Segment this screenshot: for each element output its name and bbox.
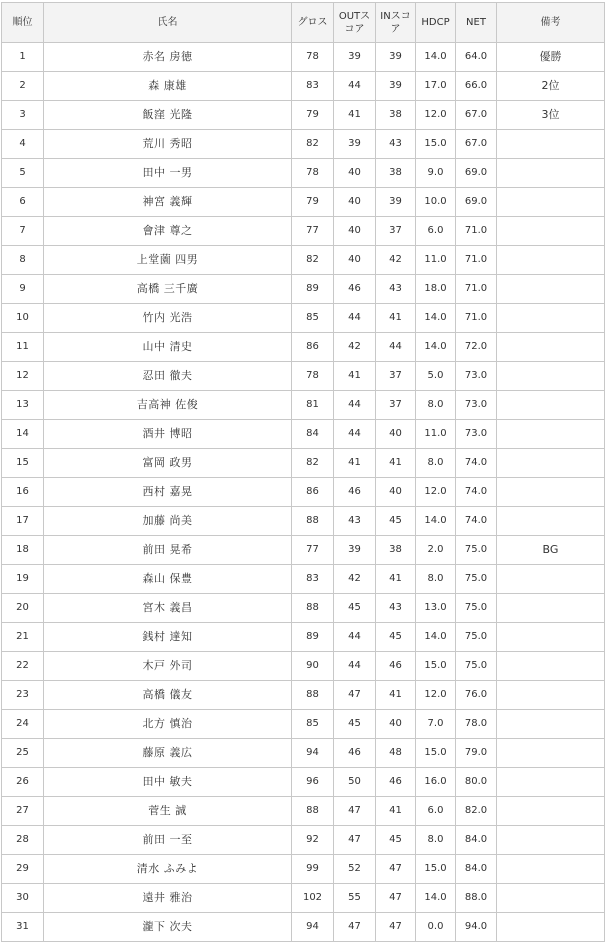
cell-rank: 11 [2, 333, 44, 362]
cell-name: 忍田 徹夫 [44, 362, 292, 391]
cell-out-score: 40 [334, 159, 376, 188]
cell-net: 67.0 [456, 101, 497, 130]
cell-rank: 14 [2, 420, 44, 449]
cell-hdcp: 6.0 [416, 797, 456, 826]
cell-out-score: 46 [334, 739, 376, 768]
cell-gross: 85 [292, 710, 334, 739]
cell-gross: 86 [292, 478, 334, 507]
cell-name: 神宮 義輝 [44, 188, 292, 217]
table-row [2, 826, 605, 855]
cell-hdcp: 14.0 [416, 43, 456, 72]
table-row [2, 478, 605, 507]
table-row [2, 652, 605, 681]
cell-out-score: 44 [334, 652, 376, 681]
cell-note [497, 768, 605, 797]
cell-name: 森 康雄 [44, 72, 292, 101]
cell-rank: 26 [2, 768, 44, 797]
cell-gross: 86 [292, 333, 334, 362]
cell-out-score: 39 [334, 43, 376, 72]
cell-net: 88.0 [456, 884, 497, 913]
cell-gross: 78 [292, 159, 334, 188]
cell-out-score: 39 [334, 536, 376, 565]
cell-gross: 78 [292, 43, 334, 72]
cell-out-score: 44 [334, 391, 376, 420]
cell-name: 遠井 雅治 [44, 884, 292, 913]
table-row [2, 101, 605, 130]
cell-hdcp: 16.0 [416, 768, 456, 797]
table-row [2, 565, 605, 594]
cell-hdcp: 8.0 [416, 449, 456, 478]
cell-gross: 82 [292, 246, 334, 275]
cell-hdcp: 15.0 [416, 652, 456, 681]
cell-hdcp: 14.0 [416, 507, 456, 536]
cell-net: 80.0 [456, 768, 497, 797]
cell-net: 71.0 [456, 275, 497, 304]
cell-out-score: 41 [334, 362, 376, 391]
cell-name: 森山 保豊 [44, 565, 292, 594]
cell-hdcp: 5.0 [416, 362, 456, 391]
cell-rank: 16 [2, 478, 44, 507]
cell-rank: 2 [2, 72, 44, 101]
cell-net: 75.0 [456, 623, 497, 652]
table-row [2, 768, 605, 797]
cell-name: 飯窪 光隆 [44, 101, 292, 130]
header-gross: グロス [292, 3, 334, 43]
table-row [2, 362, 605, 391]
cell-in-score: 44 [376, 333, 416, 362]
cell-rank: 10 [2, 304, 44, 333]
header-out-score: OUTスコア [334, 3, 376, 43]
cell-name: 高橋 儀友 [44, 681, 292, 710]
cell-name: 藤原 義広 [44, 739, 292, 768]
cell-out-score: 52 [334, 855, 376, 884]
cell-net: 75.0 [456, 594, 497, 623]
cell-name: 高橋 三千廣 [44, 275, 292, 304]
cell-note [497, 362, 605, 391]
cell-note [497, 159, 605, 188]
cell-out-score: 46 [334, 275, 376, 304]
cell-gross: 94 [292, 739, 334, 768]
table-row [2, 246, 605, 275]
cell-rank: 20 [2, 594, 44, 623]
cell-name: 前田 晃希 [44, 536, 292, 565]
cell-in-score: 47 [376, 855, 416, 884]
cell-out-score: 40 [334, 217, 376, 246]
cell-out-score: 43 [334, 507, 376, 536]
cell-out-score: 39 [334, 130, 376, 159]
table-row [2, 681, 605, 710]
cell-name: 上堂薗 四男 [44, 246, 292, 275]
cell-net: 75.0 [456, 652, 497, 681]
cell-name: 宮木 義昌 [44, 594, 292, 623]
cell-rank: 21 [2, 623, 44, 652]
cell-name: 田中 一男 [44, 159, 292, 188]
cell-gross: 92 [292, 826, 334, 855]
table-row [2, 739, 605, 768]
cell-note: 2位 [497, 72, 605, 101]
table-row [2, 913, 605, 942]
cell-name: 富岡 政男 [44, 449, 292, 478]
cell-rank: 31 [2, 913, 44, 942]
cell-rank: 30 [2, 884, 44, 913]
cell-net: 73.0 [456, 420, 497, 449]
cell-net: 84.0 [456, 826, 497, 855]
cell-in-score: 38 [376, 101, 416, 130]
cell-gross: 94 [292, 913, 334, 942]
cell-rank: 28 [2, 826, 44, 855]
cell-in-score: 40 [376, 710, 416, 739]
header-rank: 順位 [2, 3, 44, 43]
header-row [2, 3, 605, 43]
cell-rank: 15 [2, 449, 44, 478]
cell-gross: 79 [292, 188, 334, 217]
cell-gross: 83 [292, 72, 334, 101]
cell-note [497, 797, 605, 826]
cell-in-score: 41 [376, 565, 416, 594]
cell-rank: 12 [2, 362, 44, 391]
table-row [2, 304, 605, 333]
cell-rank: 27 [2, 797, 44, 826]
cell-net: 76.0 [456, 681, 497, 710]
table-row [2, 623, 605, 652]
cell-in-score: 37 [376, 362, 416, 391]
header-in-score: INスコア [376, 3, 416, 43]
cell-net: 73.0 [456, 391, 497, 420]
cell-rank: 13 [2, 391, 44, 420]
table-row [2, 333, 605, 362]
cell-note [497, 275, 605, 304]
cell-in-score: 40 [376, 478, 416, 507]
cell-rank: 23 [2, 681, 44, 710]
table-row [2, 159, 605, 188]
cell-gross: 77 [292, 536, 334, 565]
cell-note [497, 565, 605, 594]
table-row [2, 391, 605, 420]
cell-in-score: 45 [376, 623, 416, 652]
cell-out-score: 50 [334, 768, 376, 797]
cell-in-score: 40 [376, 420, 416, 449]
cell-net: 64.0 [456, 43, 497, 72]
cell-net: 66.0 [456, 72, 497, 101]
cell-net: 71.0 [456, 246, 497, 275]
cell-name: 加藤 尚美 [44, 507, 292, 536]
cell-rank: 19 [2, 565, 44, 594]
cell-name: 前田 一至 [44, 826, 292, 855]
cell-rank: 25 [2, 739, 44, 768]
cell-in-score: 39 [376, 43, 416, 72]
cell-name: 赤名 房徳 [44, 43, 292, 72]
cell-gross: 83 [292, 565, 334, 594]
cell-in-score: 41 [376, 681, 416, 710]
cell-note [497, 391, 605, 420]
cell-name: 菅生 誠 [44, 797, 292, 826]
cell-name: 山中 清史 [44, 333, 292, 362]
cell-net: 79.0 [456, 739, 497, 768]
cell-hdcp: 0.0 [416, 913, 456, 942]
cell-hdcp: 9.0 [416, 159, 456, 188]
cell-gross: 84 [292, 420, 334, 449]
cell-hdcp: 14.0 [416, 623, 456, 652]
cell-net: 74.0 [456, 507, 497, 536]
cell-name: 銭村 達知 [44, 623, 292, 652]
cell-in-score: 37 [376, 217, 416, 246]
cell-name: 木戸 外司 [44, 652, 292, 681]
cell-note [497, 217, 605, 246]
cell-out-score: 44 [334, 304, 376, 333]
results-table [1, 2, 605, 942]
cell-note [497, 652, 605, 681]
cell-hdcp: 18.0 [416, 275, 456, 304]
cell-name: 竹内 光浩 [44, 304, 292, 333]
cell-gross: 96 [292, 768, 334, 797]
cell-hdcp: 8.0 [416, 391, 456, 420]
cell-net: 82.0 [456, 797, 497, 826]
cell-net: 73.0 [456, 362, 497, 391]
cell-net: 72.0 [456, 333, 497, 362]
cell-hdcp: 12.0 [416, 478, 456, 507]
table-row [2, 420, 605, 449]
cell-gross: 102 [292, 884, 334, 913]
cell-hdcp: 7.0 [416, 710, 456, 739]
cell-out-score: 47 [334, 826, 376, 855]
table-row [2, 507, 605, 536]
cell-out-score: 41 [334, 449, 376, 478]
cell-rank: 4 [2, 130, 44, 159]
cell-hdcp: 14.0 [416, 333, 456, 362]
cell-hdcp: 10.0 [416, 188, 456, 217]
cell-hdcp: 14.0 [416, 304, 456, 333]
cell-out-score: 41 [334, 101, 376, 130]
header-net: NET [456, 3, 497, 43]
cell-rank: 7 [2, 217, 44, 246]
cell-rank: 18 [2, 536, 44, 565]
cell-out-score: 44 [334, 72, 376, 101]
table-row [2, 594, 605, 623]
cell-gross: 85 [292, 304, 334, 333]
cell-gross: 88 [292, 507, 334, 536]
header-name: 氏名 [44, 3, 292, 43]
cell-rank: 22 [2, 652, 44, 681]
cell-rank: 17 [2, 507, 44, 536]
cell-gross: 77 [292, 217, 334, 246]
cell-out-score: 42 [334, 565, 376, 594]
cell-note [497, 507, 605, 536]
cell-gross: 89 [292, 623, 334, 652]
cell-note [497, 710, 605, 739]
cell-out-score: 46 [334, 478, 376, 507]
cell-in-score: 46 [376, 652, 416, 681]
cell-note [497, 913, 605, 942]
cell-hdcp: 6.0 [416, 217, 456, 246]
table-row [2, 449, 605, 478]
cell-hdcp: 12.0 [416, 101, 456, 130]
cell-name: 荒川 秀昭 [44, 130, 292, 159]
cell-in-score: 46 [376, 768, 416, 797]
cell-gross: 88 [292, 594, 334, 623]
table-row [2, 536, 605, 565]
cell-hdcp: 2.0 [416, 536, 456, 565]
cell-hdcp: 15.0 [416, 739, 456, 768]
cell-out-score: 47 [334, 681, 376, 710]
cell-gross: 88 [292, 797, 334, 826]
cell-hdcp: 11.0 [416, 420, 456, 449]
cell-name: 酒井 博昭 [44, 420, 292, 449]
cell-net: 75.0 [456, 536, 497, 565]
cell-name: 瀧下 次夫 [44, 913, 292, 942]
cell-hdcp: 11.0 [416, 246, 456, 275]
cell-note [497, 826, 605, 855]
table-row [2, 188, 605, 217]
cell-net: 74.0 [456, 449, 497, 478]
cell-note [497, 246, 605, 275]
table-row [2, 855, 605, 884]
cell-gross: 82 [292, 449, 334, 478]
cell-in-score: 38 [376, 159, 416, 188]
table-row [2, 43, 605, 72]
cell-net: 74.0 [456, 478, 497, 507]
cell-net: 84.0 [456, 855, 497, 884]
cell-in-score: 42 [376, 246, 416, 275]
cell-note [497, 623, 605, 652]
cell-rank: 1 [2, 43, 44, 72]
cell-net: 94.0 [456, 913, 497, 942]
cell-in-score: 41 [376, 449, 416, 478]
cell-out-score: 45 [334, 594, 376, 623]
cell-hdcp: 13.0 [416, 594, 456, 623]
cell-hdcp: 14.0 [416, 884, 456, 913]
cell-rank: 8 [2, 246, 44, 275]
cell-in-score: 43 [376, 275, 416, 304]
cell-note [497, 333, 605, 362]
cell-name: 清水 ふみよ [44, 855, 292, 884]
cell-note: 3位 [497, 101, 605, 130]
cell-gross: 88 [292, 681, 334, 710]
table-row [2, 217, 605, 246]
cell-net: 69.0 [456, 188, 497, 217]
header-hdcp: HDCP [416, 3, 456, 43]
cell-out-score: 44 [334, 420, 376, 449]
table-row [2, 275, 605, 304]
cell-out-score: 47 [334, 797, 376, 826]
cell-out-score: 44 [334, 623, 376, 652]
cell-gross: 78 [292, 362, 334, 391]
cell-net: 78.0 [456, 710, 497, 739]
cell-hdcp: 12.0 [416, 681, 456, 710]
cell-note [497, 739, 605, 768]
cell-net: 67.0 [456, 130, 497, 159]
table-row [2, 884, 605, 913]
cell-out-score: 47 [334, 913, 376, 942]
cell-note [497, 478, 605, 507]
cell-in-score: 45 [376, 826, 416, 855]
cell-in-score: 39 [376, 72, 416, 101]
cell-rank: 6 [2, 188, 44, 217]
cell-rank: 9 [2, 275, 44, 304]
cell-note [497, 188, 605, 217]
cell-out-score: 42 [334, 333, 376, 362]
cell-in-score: 43 [376, 594, 416, 623]
cell-gross: 81 [292, 391, 334, 420]
cell-name: 會津 尊之 [44, 217, 292, 246]
cell-net: 71.0 [456, 304, 497, 333]
cell-gross: 79 [292, 101, 334, 130]
cell-rank: 3 [2, 101, 44, 130]
table-row [2, 72, 605, 101]
table-row [2, 710, 605, 739]
cell-in-score: 43 [376, 130, 416, 159]
cell-net: 69.0 [456, 159, 497, 188]
table-row [2, 130, 605, 159]
cell-in-score: 45 [376, 507, 416, 536]
cell-note [497, 884, 605, 913]
cell-hdcp: 8.0 [416, 826, 456, 855]
cell-in-score: 47 [376, 884, 416, 913]
cell-gross: 99 [292, 855, 334, 884]
cell-note [497, 681, 605, 710]
cell-in-score: 38 [376, 536, 416, 565]
cell-out-score: 40 [334, 246, 376, 275]
cell-rank: 29 [2, 855, 44, 884]
cell-hdcp: 8.0 [416, 565, 456, 594]
cell-gross: 89 [292, 275, 334, 304]
cell-in-score: 41 [376, 304, 416, 333]
cell-gross: 90 [292, 652, 334, 681]
cell-out-score: 40 [334, 188, 376, 217]
cell-gross: 82 [292, 130, 334, 159]
cell-rank: 24 [2, 710, 44, 739]
table-row [2, 797, 605, 826]
cell-name: 田中 敏夫 [44, 768, 292, 797]
cell-note [497, 130, 605, 159]
cell-in-score: 47 [376, 913, 416, 942]
cell-name: 吉高神 佐俊 [44, 391, 292, 420]
cell-rank: 5 [2, 159, 44, 188]
cell-out-score: 45 [334, 710, 376, 739]
cell-note: BG [497, 536, 605, 565]
cell-note: 優勝 [497, 43, 605, 72]
cell-net: 75.0 [456, 565, 497, 594]
cell-in-score: 48 [376, 739, 416, 768]
cell-in-score: 39 [376, 188, 416, 217]
cell-hdcp: 15.0 [416, 855, 456, 884]
cell-note [497, 594, 605, 623]
cell-in-score: 37 [376, 391, 416, 420]
cell-hdcp: 17.0 [416, 72, 456, 101]
cell-note [497, 449, 605, 478]
cell-in-score: 41 [376, 797, 416, 826]
cell-out-score: 55 [334, 884, 376, 913]
cell-note [497, 304, 605, 333]
cell-net: 71.0 [456, 217, 497, 246]
cell-hdcp: 15.0 [416, 130, 456, 159]
cell-name: 北方 慎治 [44, 710, 292, 739]
cell-name: 西村 嘉晃 [44, 478, 292, 507]
cell-note [497, 855, 605, 884]
header-note: 備考 [497, 3, 605, 43]
cell-note [497, 420, 605, 449]
